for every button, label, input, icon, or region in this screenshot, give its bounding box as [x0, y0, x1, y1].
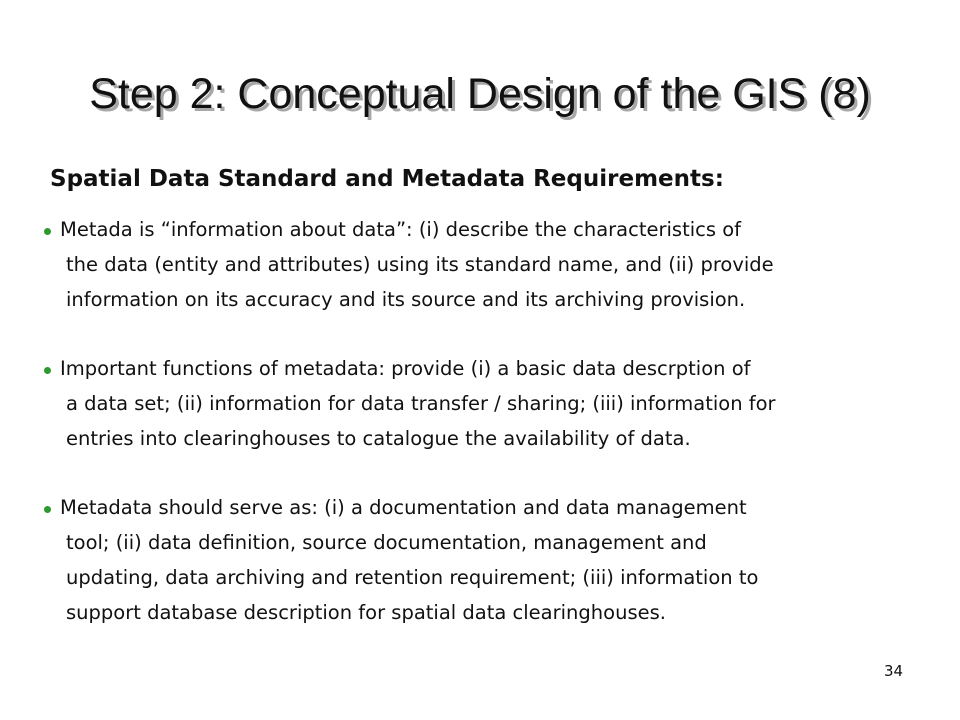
- bullet-dot-icon: [44, 367, 51, 374]
- bullet-line: a data set; (ii) information for data transfer / sharing; (iii) information for: [66, 392, 776, 415]
- bullet-line: entries into clearinghouses to catalogue the availability of data.: [66, 427, 691, 450]
- bullet-line: support database description for spatial data clearinghouses.: [66, 601, 666, 624]
- bullet-line: Metada is “information about data”: (i) describe the characteristics of: [60, 218, 742, 241]
- bullet-dot-icon: [44, 506, 51, 513]
- bullet-line: updating, data archiving and retention requirement; (iii) information to: [66, 566, 759, 589]
- bullet-line: Important functions of metadata: provide (i) a basic data descrption of: [60, 357, 751, 380]
- page-number: 34: [884, 662, 904, 680]
- bullet-line: the data (entity and attributes) using its standard name, and (ii) provide: [66, 253, 774, 276]
- bullet-line: tool; (ii) data definition, source documentation, management and: [66, 531, 707, 554]
- bullet-dot-icon: [44, 228, 51, 235]
- bullet-line: information on its accuracy and its source and its archiving provision.: [66, 288, 746, 311]
- slide-title: Step 2: Conceptual Design of the GIS (8): [89, 70, 871, 118]
- slide-subtitle: Spatial Data Standard and Metadata Requirements:: [50, 166, 724, 192]
- bullet-line: Metadata should serve as: (i) a documentation and data management: [60, 496, 747, 519]
